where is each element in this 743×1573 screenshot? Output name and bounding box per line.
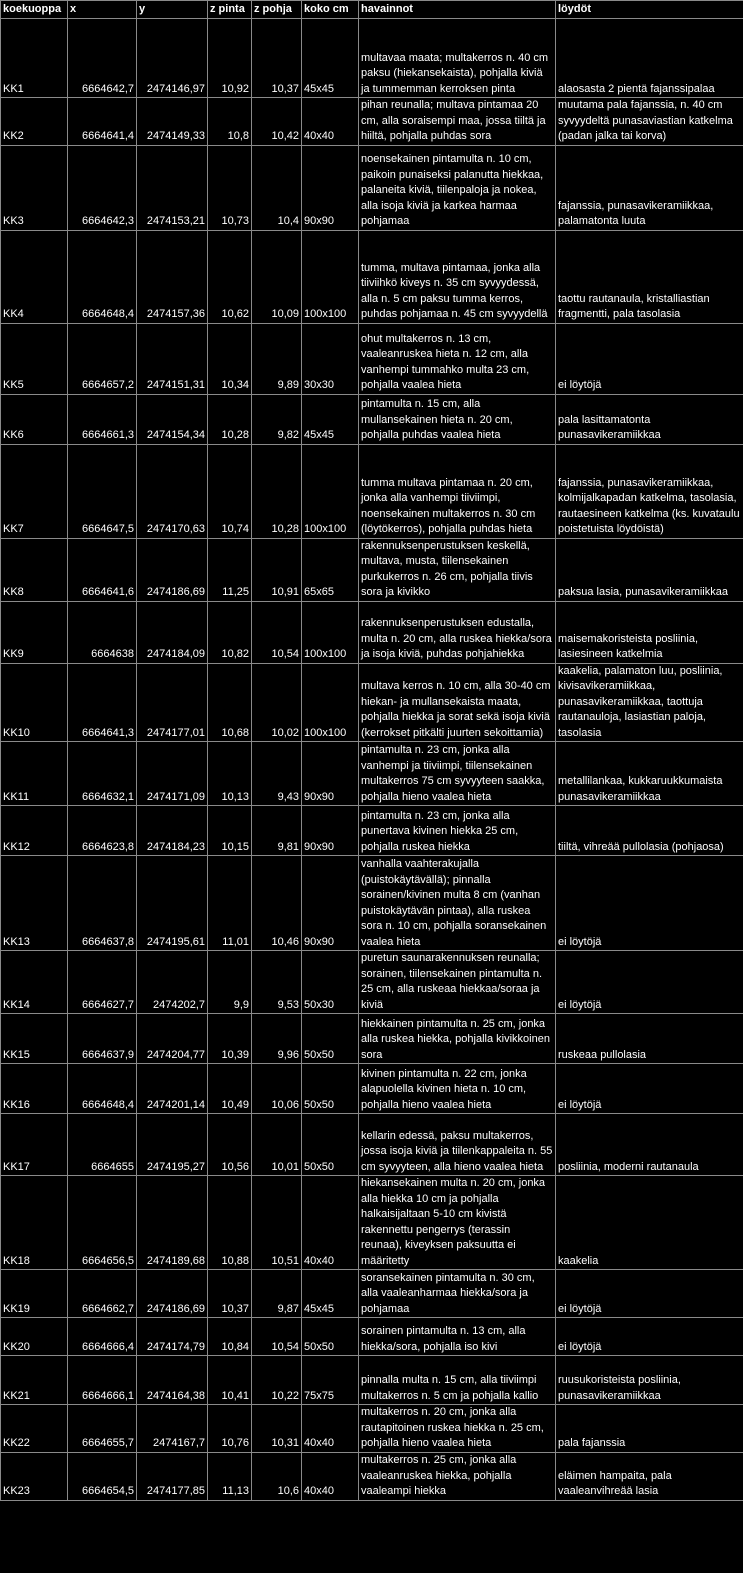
cell-y: 2474186,69 (137, 538, 208, 601)
cell-koko: 100x100 (302, 444, 359, 538)
table-row (1, 601, 743, 663)
cell-z-pohja: 10,01 (252, 1114, 302, 1176)
cell-havainnot: multavaa maata; multakerros n. 40 cm paksu (hiekansekaista), pohjalla kiviä ja tummemman kerroksen pinta (359, 19, 556, 98)
cell-y: 2474157,36 (137, 230, 208, 323)
cell-koekuoppa: KK14 (1, 951, 68, 1014)
cell-loydot: ei löytöjä (556, 1270, 743, 1318)
table-row (1, 1176, 743, 1270)
cell-y: 2474171,09 (137, 742, 208, 806)
cell-z-pohja: 10,91 (252, 538, 302, 601)
cell-z-pohja: 10,42 (252, 98, 302, 146)
cell-koko: 50x50 (302, 1318, 359, 1356)
cell-y: 2474184,09 (137, 601, 208, 663)
table-row (1, 394, 743, 444)
cell-z-pohja: 10,54 (252, 601, 302, 663)
table-row (1, 1405, 743, 1453)
cell-koekuoppa: KK11 (1, 742, 68, 806)
cell-koko: 75x75 (302, 1356, 359, 1405)
cell-z-pinta: 10,76 (208, 1405, 252, 1453)
cell-x: 6664648,4 (68, 230, 137, 323)
table-row (1, 323, 743, 394)
cell-z-pinta: 10,68 (208, 663, 252, 742)
cell-koekuoppa: KK23 (1, 1452, 68, 1500)
cell-havainnot: kivinen pintamulta n. 22 cm, jonka alapuolella kivinen hieta n. 10 cm, pohjalla hieno vaalea hieta (359, 1064, 556, 1114)
header-z-pinta: z pinta (208, 1, 252, 19)
cell-x: 6664627,7 (68, 951, 137, 1014)
table-row (1, 663, 743, 742)
cell-koko: 40x40 (302, 98, 359, 146)
cell-z-pohja: 9,53 (252, 951, 302, 1014)
cell-z-pohja: 10,06 (252, 1064, 302, 1114)
header-koko-cm: koko cm (302, 1, 359, 19)
cell-havainnot: tumma multava pintamaa n. 20 cm, jonka alla vanhempi tiiviimpi, noensekainen multakerros n. 30 cm (löytökerros), pohjalla puhdas hieta (359, 444, 556, 538)
table-row (1, 145, 743, 230)
cell-koko: 100x100 (302, 601, 359, 663)
cell-havainnot: soransekainen pintamulta n. 30 cm, alla vaaleanharmaa hiekka/sora ja pohjamaa (359, 1270, 556, 1318)
cell-x: 6664642,7 (68, 19, 137, 98)
cell-loydot: metallilankaa, kukkaruukkumaista punasavikeramiikkaa (556, 742, 743, 806)
table-row (1, 1114, 743, 1176)
cell-y: 2474146,97 (137, 19, 208, 98)
cell-y: 2474149,33 (137, 98, 208, 146)
cell-y: 2474164,38 (137, 1356, 208, 1405)
cell-loydot: ruskeaa pullolasia (556, 1014, 743, 1064)
cell-koekuoppa: KK3 (1, 145, 68, 230)
cell-z-pohja: 10,54 (252, 1318, 302, 1356)
cell-koko: 50x30 (302, 951, 359, 1014)
cell-x: 6664654,5 (68, 1452, 137, 1500)
cell-koko: 100x100 (302, 230, 359, 323)
cell-loydot: alaosasta 2 pientä fajanssipalaa (556, 19, 743, 98)
cell-loydot: pala lasittamatonta punasavikeramiikkaa (556, 394, 743, 444)
cell-z-pinta: 10,82 (208, 601, 252, 663)
cell-z-pinta: 10,92 (208, 19, 252, 98)
header-z-pohja: z pohja (252, 1, 302, 19)
cell-z-pohja: 10,51 (252, 1176, 302, 1270)
header-havainnot: havainnot (359, 1, 556, 19)
cell-koekuoppa: KK22 (1, 1405, 68, 1453)
cell-y: 2474170,63 (137, 444, 208, 538)
cell-x: 6664641,4 (68, 98, 137, 146)
cell-havainnot: hiekkainen pintamulta n. 25 cm, jonka alla ruskea hiekka, pohjalla kivikkoinen sora (359, 1014, 556, 1064)
cell-koko: 90x90 (302, 856, 359, 951)
cell-loydot: ei löytöjä (556, 323, 743, 394)
table-row (1, 1452, 743, 1500)
table-row (1, 856, 743, 951)
cell-koekuoppa: KK21 (1, 1356, 68, 1405)
cell-havainnot: pinnalla multa n. 15 cm, alla tiiviimpi multakerros n. 5 cm ja pohjalla kallio (359, 1356, 556, 1405)
cell-y: 2474204,77 (137, 1014, 208, 1064)
cell-loydot: ei löytöjä (556, 951, 743, 1014)
cell-loydot: ei löytöjä (556, 856, 743, 951)
table-row (1, 806, 743, 856)
cell-koekuoppa: KK6 (1, 394, 68, 444)
cell-y: 2474195,27 (137, 1114, 208, 1176)
table-row (1, 951, 743, 1014)
cell-koekuoppa: KK19 (1, 1270, 68, 1318)
cell-x: 6664655 (68, 1114, 137, 1176)
cell-y: 2474184,23 (137, 806, 208, 856)
cell-havainnot: hiekansekainen multa n. 20 cm, jonka alla hiekka 10 cm ja pohjalla halkaisijaltaan 5-10 cm kivistä rakennettu pengerrys (terassin reunaa), kiveyksen paksuutta ei määritetty (359, 1176, 556, 1270)
cell-koekuoppa: KK10 (1, 663, 68, 742)
cell-koko: 50x50 (302, 1014, 359, 1064)
cell-x: 6664666,1 (68, 1356, 137, 1405)
cell-koko: 40x40 (302, 1405, 359, 1453)
cell-koekuoppa: KK13 (1, 856, 68, 951)
cell-x: 6664662,7 (68, 1270, 137, 1318)
cell-koko: 100x100 (302, 663, 359, 742)
cell-z-pinta: 9,9 (208, 951, 252, 1014)
cell-z-pinta: 10,39 (208, 1014, 252, 1064)
cell-z-pohja: 9,43 (252, 742, 302, 806)
table-row (1, 98, 743, 146)
cell-loydot: fajanssia, punasavikeramiikkaa, palamatonta luuta (556, 145, 743, 230)
cell-koko: 45x45 (302, 394, 359, 444)
header-loydot: löydöt (556, 1, 743, 19)
cell-z-pinta: 11,01 (208, 856, 252, 951)
table-row (1, 444, 743, 538)
cell-y: 2474151,31 (137, 323, 208, 394)
cell-loydot: muutama pala fajanssia, n. 40 cm syvyydeltä punasaviastian katkelma (padan jalka tai korva) (556, 98, 743, 146)
cell-havainnot: multava kerros n. 10 cm, alla 30-40 cm hiekan- ja mullansekaista maata, pohjalla hiekka ja sorat sekä isoja kiviä (kerrokset pitkälti juurten sekoittamia) (359, 663, 556, 742)
cell-z-pinta: 10,8 (208, 98, 252, 146)
cell-havainnot: pihan reunalla; multava pintamaa 20 cm, alla soraisempi maa, jossa tiiltä ja hiiltä, pohjalla puhdas sora (359, 98, 556, 146)
cell-y: 2474154,34 (137, 394, 208, 444)
cell-havainnot: multakerros n. 25 cm, jonka alla vaaleanruskea hiekka, pohjalla vaaleampi hiekka (359, 1452, 556, 1500)
cell-koko: 45x45 (302, 19, 359, 98)
cell-koekuoppa: KK17 (1, 1114, 68, 1176)
cell-z-pinta: 10,41 (208, 1356, 252, 1405)
table-row (1, 1064, 743, 1114)
cell-havainnot: rakennuksenperustuksen edustalla, multa n. 20 cm, alla ruskea hiekka/sora ja isoja kiviä, puhdas pohjahiekka (359, 601, 556, 663)
cell-y: 2474153,21 (137, 145, 208, 230)
cell-koko: 40x40 (302, 1452, 359, 1500)
cell-koko: 30x30 (302, 323, 359, 394)
cell-koekuoppa: KK16 (1, 1064, 68, 1114)
header-row (1, 1, 743, 19)
table-row (1, 538, 743, 601)
cell-z-pinta: 10,13 (208, 742, 252, 806)
cell-x: 6664637,8 (68, 856, 137, 951)
cell-z-pinta: 10,34 (208, 323, 252, 394)
cell-x: 6664641,3 (68, 663, 137, 742)
cell-loydot: ruusukoristeista posliinia, punasavikeramiikkaa (556, 1356, 743, 1405)
cell-havainnot: puretun saunarakennuksen reunalla; sorainen, tiilensekainen pintamulta n. 25 cm, alla ruskeaa hiekkaa/soraa ja kiviä (359, 951, 556, 1014)
cell-loydot: pala fajanssia (556, 1405, 743, 1453)
header-x: x (68, 1, 137, 19)
table-row (1, 19, 743, 98)
cell-z-pohja: 9,87 (252, 1270, 302, 1318)
cell-z-pinta: 11,13 (208, 1452, 252, 1500)
table-row (1, 1014, 743, 1064)
cell-koko: 90x90 (302, 742, 359, 806)
cell-z-pohja: 10,22 (252, 1356, 302, 1405)
header-koekuoppa: koekuoppa (1, 1, 68, 19)
cell-koekuoppa: KK7 (1, 444, 68, 538)
cell-z-pinta: 10,56 (208, 1114, 252, 1176)
cell-havainnot: pintamulta n. 23 cm, jonka alla punertava kivinen hiekka 25 cm, pohjalla ruskea hiekka (359, 806, 556, 856)
cell-x: 6664637,9 (68, 1014, 137, 1064)
table-row (1, 742, 743, 806)
cell-z-pinta: 10,49 (208, 1064, 252, 1114)
cell-x: 6664656,5 (68, 1176, 137, 1270)
cell-y: 2474195,61 (137, 856, 208, 951)
cell-havainnot: multakerros n. 20 cm, jonka alla rautapitoinen ruskea hiekka n. 25 cm, pohjalla hieno vaalea hieta (359, 1405, 556, 1453)
cell-z-pinta: 10,37 (208, 1270, 252, 1318)
cell-x: 6664661,3 (68, 394, 137, 444)
cell-z-pinta: 10,15 (208, 806, 252, 856)
cell-y: 2474177,85 (137, 1452, 208, 1500)
cell-koko: 90x90 (302, 145, 359, 230)
cell-z-pohja: 10,37 (252, 19, 302, 98)
cell-y: 2474177,01 (137, 663, 208, 742)
cell-loydot: paksua lasia, punasavikeramiikkaa (556, 538, 743, 601)
cell-koko: 40x40 (302, 1176, 359, 1270)
cell-x: 6664657,2 (68, 323, 137, 394)
cell-loydot: kaakelia, palamaton luu, posliinia, kivisavikeramiikkaa, punasavikeramiikkaa, taottuja rautanauloja, lasiastian paloja, tasolasia (556, 663, 743, 742)
cell-z-pinta: 10,84 (208, 1318, 252, 1356)
cell-z-pohja: 9,81 (252, 806, 302, 856)
cell-havainnot: pintamulta n. 15 cm, alla mullansekainen hieta n. 20 cm, pohjalla puhdas vaalea hieta (359, 394, 556, 444)
cell-loydot: fajanssia, punasavikeramiikkaa, kolmijalkapadan katkelma, tasolasia, rautaesineen katkelma (ks. kuvataulu poistetuista löydöistä) (556, 444, 743, 538)
cell-x: 6664655,7 (68, 1405, 137, 1453)
cell-koekuoppa: KK1 (1, 19, 68, 98)
cell-z-pohja: 9,96 (252, 1014, 302, 1064)
cell-loydot: ei löytöjä (556, 1318, 743, 1356)
table-row (1, 230, 743, 323)
cell-havainnot: tumma, multava pintamaa, jonka alla tiiviihkö kiveys n. 35 cm syvyydessä, alla n. 5 cm paksu tumma kerros, puhdas pohjamaa n. 45 cm syvyydellä (359, 230, 556, 323)
cell-koekuoppa: KK9 (1, 601, 68, 663)
cell-koekuoppa: KK12 (1, 806, 68, 856)
cell-z-pinta: 10,73 (208, 145, 252, 230)
cell-x: 6664648,4 (68, 1064, 137, 1114)
table-row (1, 1318, 743, 1356)
cell-havainnot: ohut multakerros n. 13 cm, vaaleanruskea hieta n. 12 cm, alla vanhempi tummahko multa 23 cm, pohjalla vaalea hieta (359, 323, 556, 394)
cell-loydot: tiiltä, vihreää pullolasia (pohjaosa) (556, 806, 743, 856)
cell-y: 2474189,68 (137, 1176, 208, 1270)
cell-y: 2474201,14 (137, 1064, 208, 1114)
cell-z-pinta: 11,25 (208, 538, 252, 601)
cell-z-pinta: 10,62 (208, 230, 252, 323)
cell-koko: 50x50 (302, 1064, 359, 1114)
cell-koekuoppa: KK15 (1, 1014, 68, 1064)
cell-z-pohja: 10,28 (252, 444, 302, 538)
cell-z-pohja: 9,89 (252, 323, 302, 394)
cell-havainnot: rakennuksenperustuksen keskellä, multava, musta, tiilensekainen purkukerros n. 26 cm, pohjalla tiivis sora ja kivikko (359, 538, 556, 601)
cell-x: 6664666,4 (68, 1318, 137, 1356)
cell-koko: 50x50 (302, 1114, 359, 1176)
cell-z-pinta: 10,28 (208, 394, 252, 444)
cell-koekuoppa: KK20 (1, 1318, 68, 1356)
cell-loydot: ei löytöjä (556, 1064, 743, 1114)
cell-koko: 45x45 (302, 1270, 359, 1318)
cell-z-pohja: 10,4 (252, 145, 302, 230)
cell-y: 2474167,7 (137, 1405, 208, 1453)
cell-havainnot: pintamulta n. 23 cm, jonka alla vanhempi ja tiiviimpi, tiilensekainen multakerros 75 cm syvyyteen saakka, pohjalla hieno vaalea hieta (359, 742, 556, 806)
cell-havainnot: kellarin edessä, paksu multakerros, jossa isoja kiviä ja tiilenkappaleita n. 55 cm syvyyteen, alla hieno vaalea hieta (359, 1114, 556, 1176)
cell-z-pohja: 10,31 (252, 1405, 302, 1453)
cell-loydot: eläimen hampaita, pala vaaleanvihreää lasia (556, 1452, 743, 1500)
cell-koekuoppa: KK2 (1, 98, 68, 146)
cell-loydot: maisemakoristeista posliinia, lasiesineen katkelmia (556, 601, 743, 663)
cell-x: 6664641,6 (68, 538, 137, 601)
table-row (1, 1270, 743, 1318)
cell-havainnot: noensekainen pintamulta n. 10 cm, paikoin punaiseksi palanutta hiekkaa, palaneita kiviä, tiilenpaloja ja nokea, alla isoja kiviä ja karkea harmaa pohjamaa (359, 145, 556, 230)
cell-y: 2474202,7 (137, 951, 208, 1014)
cell-loydot: taottu rautanaula, kristalliastian fragmentti, pala tasolasia (556, 230, 743, 323)
cell-koekuoppa: KK4 (1, 230, 68, 323)
cell-x: 6664638 (68, 601, 137, 663)
cell-koekuoppa: KK5 (1, 323, 68, 394)
cell-z-pohja: 10,02 (252, 663, 302, 742)
table-row (1, 1356, 743, 1405)
cell-z-pohja: 10,09 (252, 230, 302, 323)
cell-z-pohja: 10,46 (252, 856, 302, 951)
cell-x: 6664632,1 (68, 742, 137, 806)
cell-koko: 90x90 (302, 806, 359, 856)
cell-havainnot: vanhalla vaahterakujalla (puistokäytävällä); pinnalla sorainen/kivinen multa 8 cm (vanhan puistokäytävän pintaa), alla ruskea sora n. 10 cm, pohjalla soransekainen vaalea hieta (359, 856, 556, 951)
cell-x: 6664642,3 (68, 145, 137, 230)
cell-y: 2474174,79 (137, 1318, 208, 1356)
cell-z-pohja: 9,82 (252, 394, 302, 444)
cell-havainnot: sorainen pintamulta n. 13 cm, alla hiekka/sora, pohjalla iso kivi (359, 1318, 556, 1356)
cell-x: 6664647,5 (68, 444, 137, 538)
cell-koekuoppa: KK18 (1, 1176, 68, 1270)
cell-loydot: kaakelia (556, 1176, 743, 1270)
cell-z-pohja: 10,6 (252, 1452, 302, 1500)
cell-y: 2474186,69 (137, 1270, 208, 1318)
cell-koekuoppa: KK8 (1, 538, 68, 601)
cell-z-pinta: 10,74 (208, 444, 252, 538)
header-y: y (137, 1, 208, 19)
cell-koko: 65x65 (302, 538, 359, 601)
cell-x: 6664623,8 (68, 806, 137, 856)
cell-loydot: posliinia, moderni rautanaula (556, 1114, 743, 1176)
cell-z-pinta: 10,88 (208, 1176, 252, 1270)
